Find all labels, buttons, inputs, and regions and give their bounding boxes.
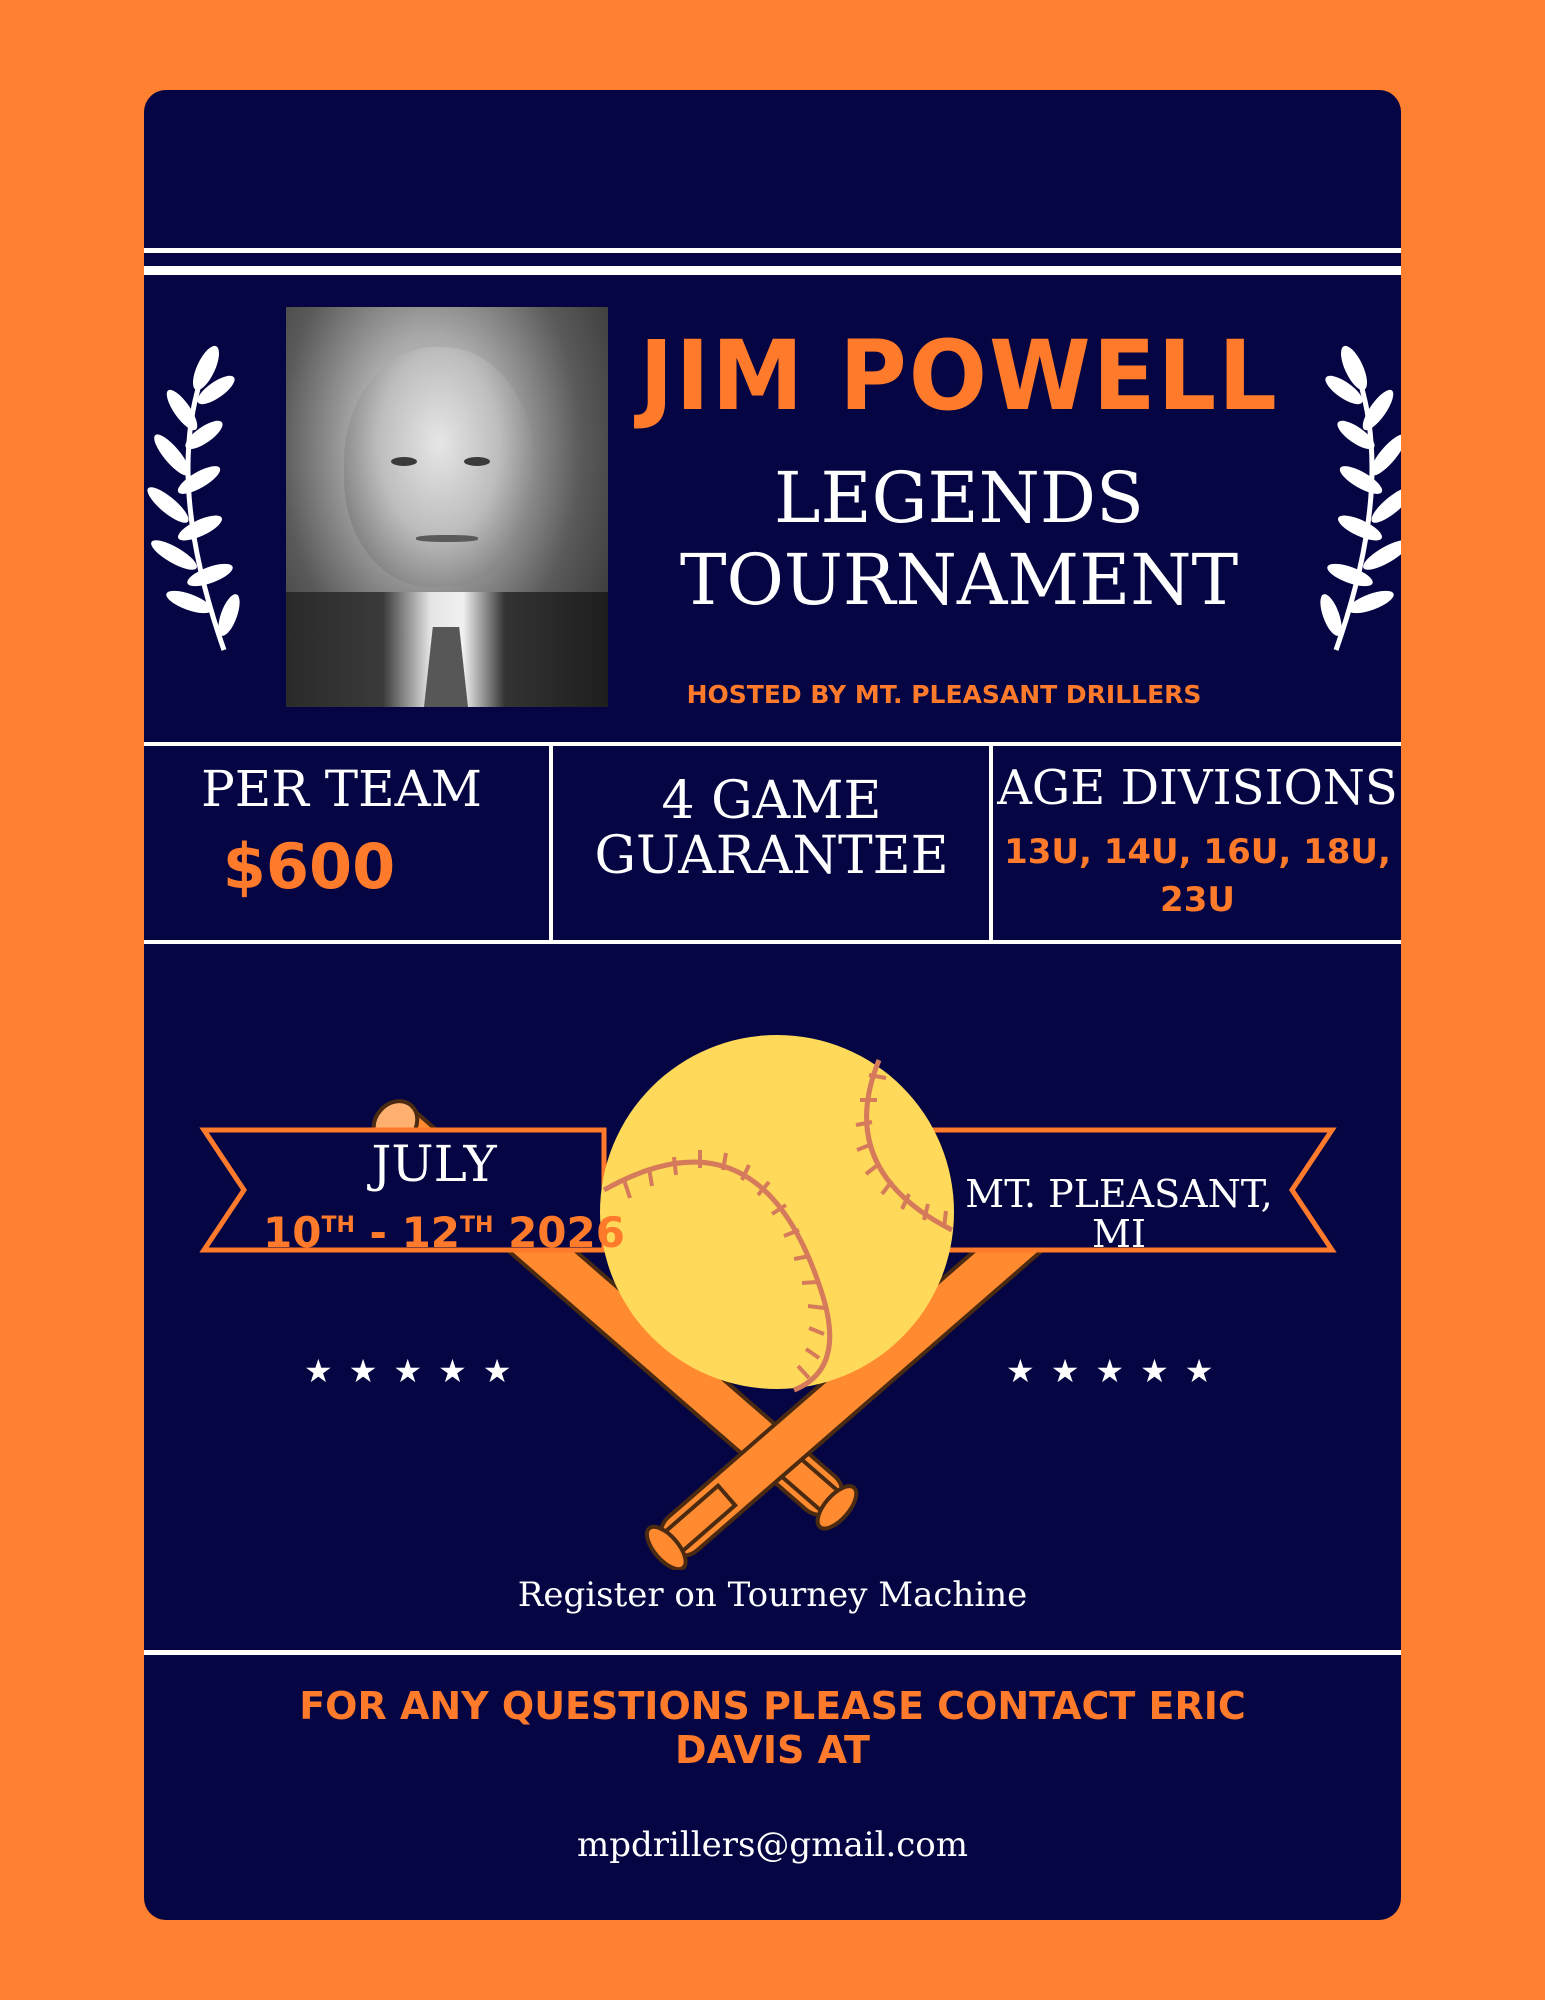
laurel-right-icon — [1296, 340, 1401, 660]
footer-divider — [144, 1650, 1401, 1655]
guarantee-line2: GUARANTEE — [594, 826, 949, 886]
stars-right: ★★★★★ — [1006, 1352, 1230, 1390]
portrait-photo — [286, 307, 608, 707]
divider-top-thin — [144, 248, 1401, 253]
contact-email[interactable]: mpdrillers@gmail.com — [576, 1825, 969, 1865]
register-note: Register on Tourney Machine — [517, 1575, 1028, 1615]
title-tournament: TOURNAMENT — [679, 539, 1239, 621]
location-line2: MI — [1092, 1211, 1146, 1256]
age-values-1: 13U, 14U, 16U, 18U, — [1004, 832, 1391, 872]
location-line1: MT. PLEASANT, — [965, 1172, 1273, 1216]
info-divider-bottom — [144, 940, 1401, 944]
event-location — [954, 1172, 1284, 1256]
date-end-suffix: TH — [460, 1213, 494, 1238]
fee-label: PER TEAM — [201, 760, 482, 818]
date-separator: - — [354, 1208, 402, 1257]
guarantee-line1: 4 GAME — [661, 771, 882, 831]
date-start: 10 — [263, 1208, 322, 1257]
title-legends: LEGENDS — [774, 457, 1144, 539]
contact-text: FOR ANY QUESTIONS PLEASE CONTACT ERIC DAVIS AT — [299, 1684, 1246, 1772]
stars-left: ★★★★★ — [304, 1352, 528, 1390]
event-year: 2026 — [493, 1208, 625, 1257]
age-values-2: 23U — [1160, 880, 1235, 920]
fee-value: $600 — [222, 830, 396, 903]
softball-graphic — [144, 950, 1401, 1570]
divider-top-thick — [144, 266, 1401, 275]
event-month: JULY — [371, 1135, 497, 1193]
info-divider-top — [144, 742, 1401, 746]
hosted-by: HOSTED BY MT. PLEASANT DRILLERS — [686, 680, 1202, 709]
title-name: JIM POWELL — [639, 320, 1279, 432]
softball-icon — [600, 1035, 954, 1390]
flyer-card — [144, 90, 1401, 1920]
date-start-suffix: TH — [321, 1213, 355, 1238]
info-separator-2 — [989, 745, 993, 943]
age-label: AGE DIVISIONS — [997, 760, 1398, 816]
date-end: 12 — [401, 1208, 461, 1257]
info-separator-1 — [549, 745, 553, 943]
laurel-left-icon — [144, 340, 264, 660]
event-dates — [254, 1208, 634, 1257]
